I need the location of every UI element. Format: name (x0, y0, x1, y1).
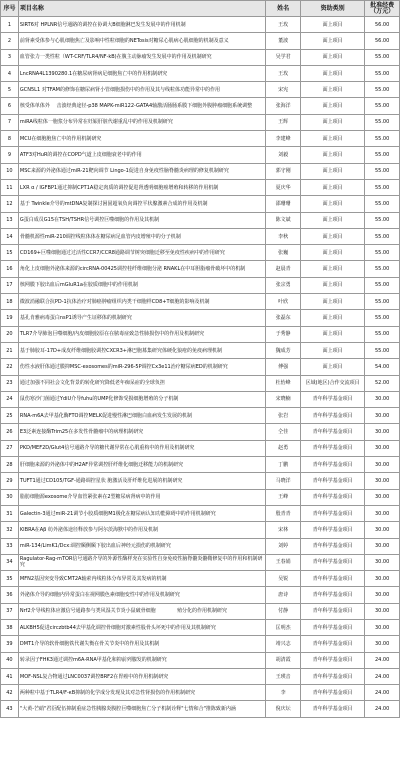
cell-funding: 56.00 (365, 17, 400, 33)
cell-name: 唐诗 (266, 587, 301, 603)
cell-no: 15 (1, 245, 19, 261)
cell-name: 张磊东 (266, 310, 301, 326)
cell-no: 14 (1, 228, 19, 244)
cell-funding: 30.00 (365, 424, 400, 440)
header-row (1, 1, 400, 17)
table-row (1, 701, 400, 717)
cell-funding: 30.00 (365, 538, 400, 554)
table-row (1, 147, 400, 163)
cell-title: 微波消融联合抗PD-1抗体治疗对肺癌肿瘤组织内类干细胞样CD8+T细胞的影响及机制 (18, 294, 265, 310)
cell-no: 31 (1, 505, 19, 521)
table-row (1, 408, 400, 424)
cell-funding: 55.00 (365, 65, 400, 81)
cell-category: 面上项目 (301, 294, 365, 310)
table-row (1, 163, 400, 179)
cell-no: 5 (1, 82, 19, 98)
cell-title: 伤性水液肝体通过膜抑MSC-exosomes的miR-296-5P调控Cx3e11治疗糖尿病ED的机制研究 (18, 359, 265, 375)
cell-name: 吴学君 (266, 49, 301, 65)
cell-no: 29 (1, 473, 19, 489)
cell-title: 基孔肯雅病毒蛋白nsP1诱导产生证移体的机制研究 (18, 310, 265, 326)
table-row (1, 652, 400, 668)
cell-name: 李 (266, 685, 301, 701)
cell-name: 王瑛音 (266, 668, 301, 684)
cell-funding: 24.00 (365, 652, 400, 668)
cell-no: 27 (1, 440, 19, 456)
cell-name: 张海洋 (266, 98, 301, 114)
cell-category: 面上项目 (301, 277, 365, 293)
cell-funding: 55.00 (365, 98, 400, 114)
cell-category: 面上项目 (301, 131, 365, 147)
cell-funding: 52.00 (365, 375, 400, 391)
cell-title: TUFT1通过CD105/TGF-通路调控星状 胞激活及肝纤维化进展的机制研究 (18, 473, 265, 489)
cell-no: 37 (1, 603, 19, 619)
cell-title: CD169+巨噬细胞通过过活性CCR7/CCR8通路调节树突细胞迁移至免疫性疾病中的作用研究 (18, 245, 265, 261)
table-row (1, 49, 400, 65)
cell-no: 28 (1, 457, 19, 473)
cell-category: 青年科学基金项目 (301, 457, 365, 473)
table-row (1, 228, 400, 244)
cell-category: 面上项目 (301, 245, 365, 261)
cell-funding: 55.00 (365, 147, 400, 163)
table-row (1, 603, 400, 619)
table-row (1, 212, 400, 228)
cell-category: 面上项目 (301, 114, 365, 130)
cell-no: 26 (1, 424, 19, 440)
table-row (1, 131, 400, 147)
cell-funding: 55.00 (365, 310, 400, 326)
cell-funding: 55.00 (365, 212, 400, 228)
cell-no: 40 (1, 652, 19, 668)
table-row (1, 668, 400, 684)
table-row (1, 33, 400, 49)
cell-no: 11 (1, 179, 19, 195)
cell-no: 12 (1, 196, 19, 212)
cell-funding: 55.00 (365, 261, 400, 277)
cell-title: 通过加强不同社会文化背景的转化研究降低老年痴呆症的全球负担 (18, 375, 265, 391)
cell-funding: 55.00 (365, 131, 400, 147)
cell-category: 青年科学基金项目 (301, 489, 365, 505)
cell-no: 20 (1, 326, 19, 342)
cell-no: 7 (1, 114, 19, 130)
cell-no: 6 (1, 98, 19, 114)
cell-name: 傅强 (266, 359, 301, 375)
cell-funding: 30.00 (365, 473, 400, 489)
header-name: 姓名 (266, 1, 301, 17)
cell-category: 面上项目 (301, 310, 365, 326)
cell-name: 张宗勇 (266, 277, 301, 293)
header-no: 序号 (1, 1, 19, 17)
cell-no: 10 (1, 163, 19, 179)
cell-title: TLR7介导肺泡巨噬细胞/内皮细胞胶原在在脓毒症致急性肺损伤中的作用及机制研究 (18, 326, 265, 342)
cell-no: 43 (1, 701, 19, 717)
cell-funding: 24.00 (365, 668, 400, 684)
cell-category: 面上项目 (301, 82, 365, 98)
cell-funding: 24.00 (365, 701, 400, 717)
cell-category: 面上项目 (301, 33, 365, 49)
header-category: 资助类别 (301, 1, 365, 17)
cell-no: 21 (1, 342, 19, 358)
cell-category: 面上项目 (301, 261, 365, 277)
cell-title: 肝细胞来源的外泌体中的H2AF异常调控肝纤维化细胞迁移能力的机制研究 (18, 457, 265, 473)
cell-name: 张岩 (266, 408, 301, 424)
table-row (1, 342, 400, 358)
cell-funding: 30.00 (365, 619, 400, 635)
cell-title: miRA线粒体一胞浆分布异常在妊娠肝脏代谢重乱中的作用及机制研究 (18, 114, 265, 130)
cell-title: PKD/MEF2D/Glut4信号通路介导的糖代谢异常在心肌重构中的作用及机制研究 (18, 440, 265, 456)
cell-title: RNA-m6A去甲基化酶FTO调控MELK促进慢性淋巴细胞白血病发生发展的机制 (18, 408, 265, 424)
table-row (1, 17, 400, 33)
cell-title: 基于肺胶耳-17D+成皮纤维细胞胶调控CXCR3+淋巴胞募集研究体硬化狼疮的免疫病理机制 (18, 342, 265, 358)
cell-category: 青年科学基金项目 (301, 571, 365, 587)
table-row (1, 457, 400, 473)
cell-title: LncRNA4L1390280.1在糖尿病肾病足细胞焦亡中的作用机制研究 (18, 65, 265, 81)
cell-category: 面上项目 (301, 49, 365, 65)
cell-title: 核受体单体外 击波经典途径-p38 MAPK-miR122-GATA4轴激活肠肠系膜下细胞外腹肿瘤细胞系统调整 (18, 98, 265, 114)
cell-title: MSC来源的外泌体通过miR-21靶向调节 Lingo-1促进自身免疫性脑脊髓炎病理的修复机制研究 (18, 163, 265, 179)
cell-no: 2 (1, 33, 19, 49)
cell-name: 宋晓楠 (266, 391, 301, 407)
cell-category: 面上项目 (301, 179, 365, 195)
cell-funding: 30.00 (365, 587, 400, 603)
table-row (1, 65, 400, 81)
cell-name: 王春娟 (266, 554, 301, 570)
cell-funding: 55.00 (365, 114, 400, 130)
cell-name: 夏庆华 (266, 179, 301, 195)
table-row (1, 619, 400, 635)
cell-funding: 30.00 (365, 391, 400, 407)
cell-name: 倪庆坛 (266, 701, 301, 717)
cell-category: 青年科学基金项目 (301, 668, 365, 684)
cell-title: 鼠伤寒沙门菌通过YdiU介导fuhu的UMP化修饰受损细胞增殖的分子机制 (18, 391, 265, 407)
cell-funding: 30.00 (365, 522, 400, 538)
cell-name: 赵勇 (266, 440, 301, 456)
cell-category: 面上项目 (301, 342, 365, 358)
cell-name: 李秋 (266, 228, 301, 244)
cell-name: 王辉 (266, 114, 301, 130)
cell-title: 基于 Twinkle介导的mtDNA复制探讨困固超氧负向调控平状腺激素合成的作用及机制 (18, 196, 265, 212)
cell-title: 骨髓机源性miR-210调控线粒体体在糖尿病足血管内皮增殖中的分子机制 (18, 228, 265, 244)
cell-funding: 30.00 (365, 489, 400, 505)
cell-category: 青年科学基金项目 (301, 538, 365, 554)
cell-category: 面上项目 (301, 359, 365, 375)
cell-no: 8 (1, 131, 19, 147)
cell-name: 胡清霞 (266, 652, 301, 668)
cell-name: 张巍 (266, 245, 301, 261)
cell-no: 3 (1, 49, 19, 65)
cell-funding: 54.00 (365, 359, 400, 375)
cell-no: 9 (1, 147, 19, 163)
cell-no: 34 (1, 554, 19, 570)
cell-category: 青年科学基金项目 (301, 554, 365, 570)
cell-no: 22 (1, 359, 19, 375)
cell-funding: 30.00 (365, 603, 400, 619)
cell-no: 24 (1, 391, 19, 407)
cell-name: 丁鹏 (266, 457, 301, 473)
table-row (1, 245, 400, 261)
cell-funding: 55.00 (365, 342, 400, 358)
cell-no: 18 (1, 294, 19, 310)
table-row (1, 489, 400, 505)
cell-no: 16 (1, 261, 19, 277)
cell-category: 青年科学基金项目 (301, 636, 365, 652)
cell-name: 付静 (266, 603, 301, 619)
cell-category: 青年科学基金项目 (301, 522, 365, 538)
cell-funding: 55.00 (365, 82, 400, 98)
cell-title: DMT1介导的软骨细胞铁代谢失衡在骨关节炎中的作用及其机制 (18, 636, 265, 652)
cell-name: 王峰 (266, 489, 301, 505)
cell-funding: 55.00 (365, 294, 400, 310)
cell-no: 33 (1, 538, 19, 554)
cell-no: 23 (1, 375, 19, 391)
table-row (1, 375, 400, 391)
cell-name: 刘毅 (266, 147, 301, 163)
cell-funding: 30.00 (365, 505, 400, 521)
cell-title: 核网膜下胶出血后mGluR1a在胶质细胞中的作用机制 (18, 277, 265, 293)
cell-title: LXR α / IGFBP1通过抑制CPT1A稳定肉质的调控促进肾透明细胞癌增殖和转移的作用机制 (18, 179, 265, 195)
cell-funding: 30.00 (365, 554, 400, 570)
cell-category: 面上项目 (301, 98, 365, 114)
table-row (1, 277, 400, 293)
table-row (1, 326, 400, 342)
cell-name: 殷青青 (266, 505, 301, 521)
cell-name: 陈文斌 (266, 212, 301, 228)
cell-title: G蛋白成员G15在TSH/TSHR信号调控巨噬细胞的作用及其机制 (18, 212, 265, 228)
cell-category: 区域(地区)合作交流项目 (301, 375, 365, 391)
table-row (1, 473, 400, 489)
cell-name: 郭守刚 (266, 163, 301, 179)
cell-funding: 30.00 (365, 408, 400, 424)
cell-name: 吴锐 (266, 571, 301, 587)
cell-category: 青年科学基金项目 (301, 619, 365, 635)
cell-funding: 55.00 (365, 49, 400, 65)
cell-name: 邵珊珊 (266, 196, 301, 212)
cell-no: 42 (1, 685, 19, 701)
cell-title: 外泌体介导的细胞内异常蛋白在视网膜色素细胞变性中的作用及机制研究 (18, 587, 265, 603)
cell-name: 马晓洋 (266, 473, 301, 489)
cell-no: 39 (1, 636, 19, 652)
cell-category: 面上项目 (301, 196, 365, 212)
cell-no: 35 (1, 571, 19, 587)
header-title: 项目名称 (18, 1, 265, 17)
table-row (1, 587, 400, 603)
cell-funding: 30.00 (365, 571, 400, 587)
cell-title: 血管张力一类性粒（WT-CRF/TLR4/NF-kB)在腹主动脉瘤发生发展中的作用及机制研究 (18, 49, 265, 65)
header-funding: 批准经费 （万元） (365, 1, 400, 17)
cell-funding: 55.00 (365, 326, 400, 342)
table-row (1, 98, 400, 114)
table-row (1, 196, 400, 212)
table-row (1, 636, 400, 652)
cell-funding: 30.00 (365, 440, 400, 456)
cell-funding: 55.00 (365, 228, 400, 244)
cell-name: 王玫 (266, 17, 301, 33)
cell-name: 魏成芳 (266, 342, 301, 358)
cell-funding: 56.00 (365, 33, 400, 49)
cell-name: 董波 (266, 33, 301, 49)
table-row (1, 685, 400, 701)
table-row (1, 261, 400, 277)
cell-category: 面上项目 (301, 163, 365, 179)
cell-category: 青年科学基金项目 (301, 685, 365, 701)
cell-title: ATF3对HuR的调控在COPD气道上皮细胞衰老中的作用 (18, 147, 265, 163)
cell-category: 青年科学基金项目 (301, 473, 365, 489)
table-row (1, 505, 400, 521)
cell-title: KIBRA在Aβ 纺外泌体途径释放参与阿尔茨海默中的作用及机制 (18, 522, 265, 538)
cell-no: 32 (1, 522, 19, 538)
cell-name: 刘婷 (266, 538, 301, 554)
cell-no: 41 (1, 668, 19, 684)
table-row (1, 294, 400, 310)
cell-title: SIRT6对 HPLNR信号通路的调控在协调大B细胞淋巴发生发展中的作用机制 (18, 17, 265, 33)
cell-category: 青年科学基金项目 (301, 424, 365, 440)
cell-name: 宋林 (266, 522, 301, 538)
cell-funding: 55.00 (365, 196, 400, 212)
cell-category: 面上项目 (301, 326, 365, 342)
cell-funding: 55.00 (365, 179, 400, 195)
cell-name: 叶欣 (266, 294, 301, 310)
cell-title: 角化上皮细胞外泌体来源的circRNA-00425调控桂纤维细胞分泌 RNAKL在中耳胆脂瘤骨破坏中的机制 (18, 261, 265, 277)
cell-name: 于秀静 (266, 326, 301, 342)
cell-name: 李建峰 (266, 131, 301, 147)
table-row (1, 179, 400, 195)
cell-funding: 30.00 (365, 636, 400, 652)
cell-title: MFN2基因突变导致CMT2A轴索内线粒体分布异常及其发病的机制 (18, 571, 265, 587)
cell-category: 面上项目 (301, 17, 365, 33)
cell-no: 36 (1, 587, 19, 603)
cell-no: 4 (1, 65, 19, 81)
cell-no: 30 (1, 489, 19, 505)
cell-title: Galectin-3通过miR-21调节小胶质细胞M1极化在糖尿病认知功能障碍中的作用机制研究 (18, 505, 265, 521)
table-row (1, 391, 400, 407)
table-row (1, 538, 400, 554)
cell-funding: 24.00 (365, 685, 400, 701)
cell-name: 匡明杰 (266, 619, 301, 635)
cell-no: 13 (1, 212, 19, 228)
cell-title: 前肾素受体参与心肌细胞焦亡及影响中性粒细胞的NETosis对糖尿心肌病心肌细胞的机制及意义 (18, 33, 265, 49)
cell-funding: 30.00 (365, 457, 400, 473)
cell-name: 赵晨青 (266, 261, 301, 277)
cell-no: 17 (1, 277, 19, 293)
cell-no: 25 (1, 408, 19, 424)
cell-funding: 55.00 (365, 245, 400, 261)
cell-funding: 55.00 (365, 277, 400, 293)
cell-name: 宋宪 (266, 82, 301, 98)
cell-title: MCU在细胞胞焦亡中的作用机制研究 (18, 131, 265, 147)
cell-category: 青年科学基金项目 (301, 652, 365, 668)
cell-title: Ragulator-Rag-mTOR信号通路介导的外源性酶样充在实验性自身免疫性脑脊髓炎髓鞘修复中的作用和机制研究 (18, 554, 265, 570)
cell-name: 仝佳 (266, 424, 301, 440)
cell-name: 靖兴志 (266, 636, 301, 652)
table-row (1, 82, 400, 98)
table-row (1, 424, 400, 440)
cell-no: 1 (1, 17, 19, 33)
cell-title: MOF-NSL复合物通过LNC0037调控BRF2在胃癌中的作用机制研究 (18, 668, 265, 684)
cell-category: 青年科学基金项目 (301, 603, 365, 619)
cell-category: 面上项目 (301, 212, 365, 228)
table-row (1, 522, 400, 538)
table-row (1, 114, 400, 130)
cell-category: 青年科学基金项目 (301, 391, 365, 407)
cell-category: 面上项目 (301, 65, 365, 81)
cell-title: Nrf2介导线粒体应激信号通路参与类风湿关节炎小鼠破骨细胞 殖分化的作用机制研究 (18, 603, 265, 619)
cell-title: 两种粒中基于TLR4/F-κB抑制的化学成分发现及其对急性肾损伤的作用机制研究 (18, 685, 265, 701)
cell-title: ALKBH5促进circzbtb44去甲基化调控骨细胞对激素性股骨头坏死中的作用及其机制研究 (18, 619, 265, 635)
cell-category: 面上项目 (301, 228, 365, 244)
cell-no: 38 (1, 619, 19, 635)
table-row (1, 359, 400, 375)
cell-category: 青年科学基金项目 (301, 408, 365, 424)
cell-category: 青年科学基金项目 (301, 505, 365, 521)
cell-name: 王玫 (266, 65, 301, 81)
table-row (1, 554, 400, 570)
cell-category: 青年科学基金项目 (301, 587, 365, 603)
cell-category: 面上项目 (301, 147, 365, 163)
table-row (1, 440, 400, 456)
cell-title: GCN5L1 对TFAM的修饰在糖尿病肾小管细胞损伤中的作用及其与线粒体功能异常中的作用 (18, 82, 265, 98)
cell-title: "大黄-芒硝"君臣配伍抑制重症急性胰腺炎腹腔巨噬细胞焦亡分子机制诠释"七情和合"推陈致新内涵 (18, 701, 265, 717)
cell-title: miR-134/LimK1/Dcx:调控颞侧颞下胶出血后神经元损伤的机制研究 (18, 538, 265, 554)
cell-title: E3泛素连接酶Trim25在多发性骨髓瘤中的病理机制研究 (18, 424, 265, 440)
cell-category: 青年科学基金项目 (301, 701, 365, 717)
table-row (1, 571, 400, 587)
cell-title: 脂肪细胞源exosome介导血管紧张素在2型糖尿病肾病中的作用 (18, 489, 265, 505)
cell-name: 杜怡峰 (266, 375, 301, 391)
cell-category: 青年科学基金项目 (301, 440, 365, 456)
cell-no: 19 (1, 310, 19, 326)
cell-funding: 55.00 (365, 163, 400, 179)
table-row (1, 310, 400, 326)
cell-title: 转录因子FHK3通过调控m6A-RNA甲基化和抑前列腺发的机制研究 (18, 652, 265, 668)
